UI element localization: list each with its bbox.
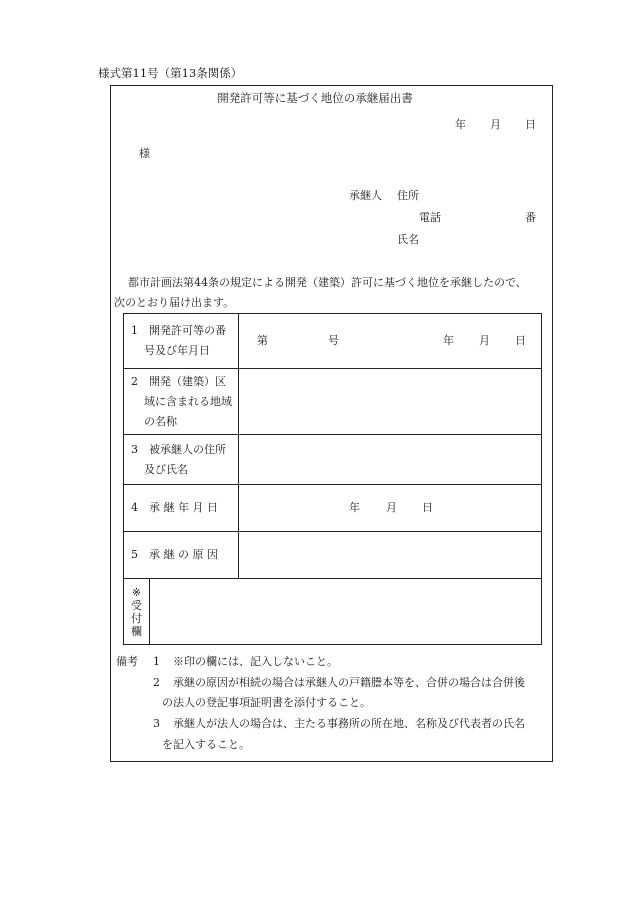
permit-month-label: 月 xyxy=(479,334,490,347)
area-name-label-line-2: 域に含まれる地域 xyxy=(144,394,232,408)
permit-number-label-line-1: 1 開発許可等の番 xyxy=(131,324,226,337)
reception-char-2: 付 xyxy=(131,611,142,625)
table-row-permit-number xyxy=(124,314,542,369)
note-3-text-line-1: 承継人が法人の場合は、主たる事務所の所在地、名称及び代表者の氏名 xyxy=(173,717,525,730)
succession-cause-label: 5 承 継 の 原 因 xyxy=(124,532,239,579)
succession-year-label: 年 xyxy=(349,501,360,514)
reception-char-3: 欄 xyxy=(131,624,142,638)
permit-number-label xyxy=(124,314,239,369)
reception-label xyxy=(124,579,150,645)
note-2-number: 2 xyxy=(153,676,160,689)
area-name-label-line-1: 2 開発（建築）区 xyxy=(131,374,226,388)
statement-line-2: 次のとおり届け出ます。 xyxy=(114,296,235,309)
phone-suffix: 番 xyxy=(525,211,536,224)
notes-heading: 備考 xyxy=(116,655,138,668)
permit-day-label: 日 xyxy=(515,334,526,347)
table-row-predecessor xyxy=(124,435,542,485)
permit-number-suffix: 号 xyxy=(328,334,339,347)
note-2-text-line-2: の法人の登記事項証明書を添付すること。 xyxy=(162,696,371,709)
successor-label: 承継人 xyxy=(349,189,382,202)
area-name-label xyxy=(124,369,239,435)
note-3-text-line-2: を記入すること。 xyxy=(162,738,250,751)
submission-day-label: 日 xyxy=(525,118,536,131)
name-label: 氏名 xyxy=(397,233,419,246)
address-label: 住所 xyxy=(397,189,419,202)
succession-day-label: 日 xyxy=(422,501,433,514)
details-table xyxy=(123,313,542,645)
succession-date-value-cell[interactable] xyxy=(239,485,542,532)
area-name-value-cell[interactable] xyxy=(239,369,542,435)
reception-mark: ※ xyxy=(131,585,142,599)
table-row-area-name xyxy=(124,369,542,435)
table-row-succession-date xyxy=(124,485,542,532)
submission-month-label: 月 xyxy=(490,118,501,131)
permit-year-label: 年 xyxy=(443,334,454,347)
note-3-number: 3 xyxy=(153,717,160,730)
statement-line-1: 都市計画法第44条の規定による開発（建築）許可に基づく地位を承継したので、 xyxy=(128,276,527,289)
succession-date-label: 4 承 継 年 月 日 xyxy=(124,485,239,532)
predecessor-label xyxy=(124,435,239,485)
area-name-label-line-3: の名称 xyxy=(144,414,177,428)
form-number: 様式第11号（第13条関係） xyxy=(98,66,243,80)
permit-number-label-line-2: 号及び年月日 xyxy=(144,344,210,357)
predecessor-label-line-2: 及び氏名 xyxy=(144,462,188,476)
note-2-text-line-1: 承継の原因が相続の場合は承継人の戸籍謄本等を、合併の場合は合併後 xyxy=(173,676,525,689)
phone-label: 電話 xyxy=(419,211,441,224)
submission-year-label: 年 xyxy=(455,118,466,131)
table-row-reception xyxy=(124,579,542,645)
permit-number-value-cell[interactable] xyxy=(239,314,542,369)
note-1-number: 1 xyxy=(153,655,160,668)
predecessor-label-line-1: 3 被承継人の住所 xyxy=(131,442,226,456)
note-1-text: ※印の欄には、記入しないこと。 xyxy=(173,655,338,668)
succession-cause-value-cell[interactable] xyxy=(239,532,542,579)
succession-month-label: 月 xyxy=(386,501,397,514)
predecessor-value-cell[interactable] xyxy=(239,435,542,485)
reception-char-1: 受 xyxy=(131,598,142,612)
reception-value-cell xyxy=(150,579,542,645)
table-row-succession-cause xyxy=(124,532,542,579)
form-title: 開発許可等に基づく地位の承継届出書 xyxy=(217,91,413,105)
addressee-suffix: 様 xyxy=(139,147,150,160)
permit-prefix: 第 xyxy=(257,334,268,347)
